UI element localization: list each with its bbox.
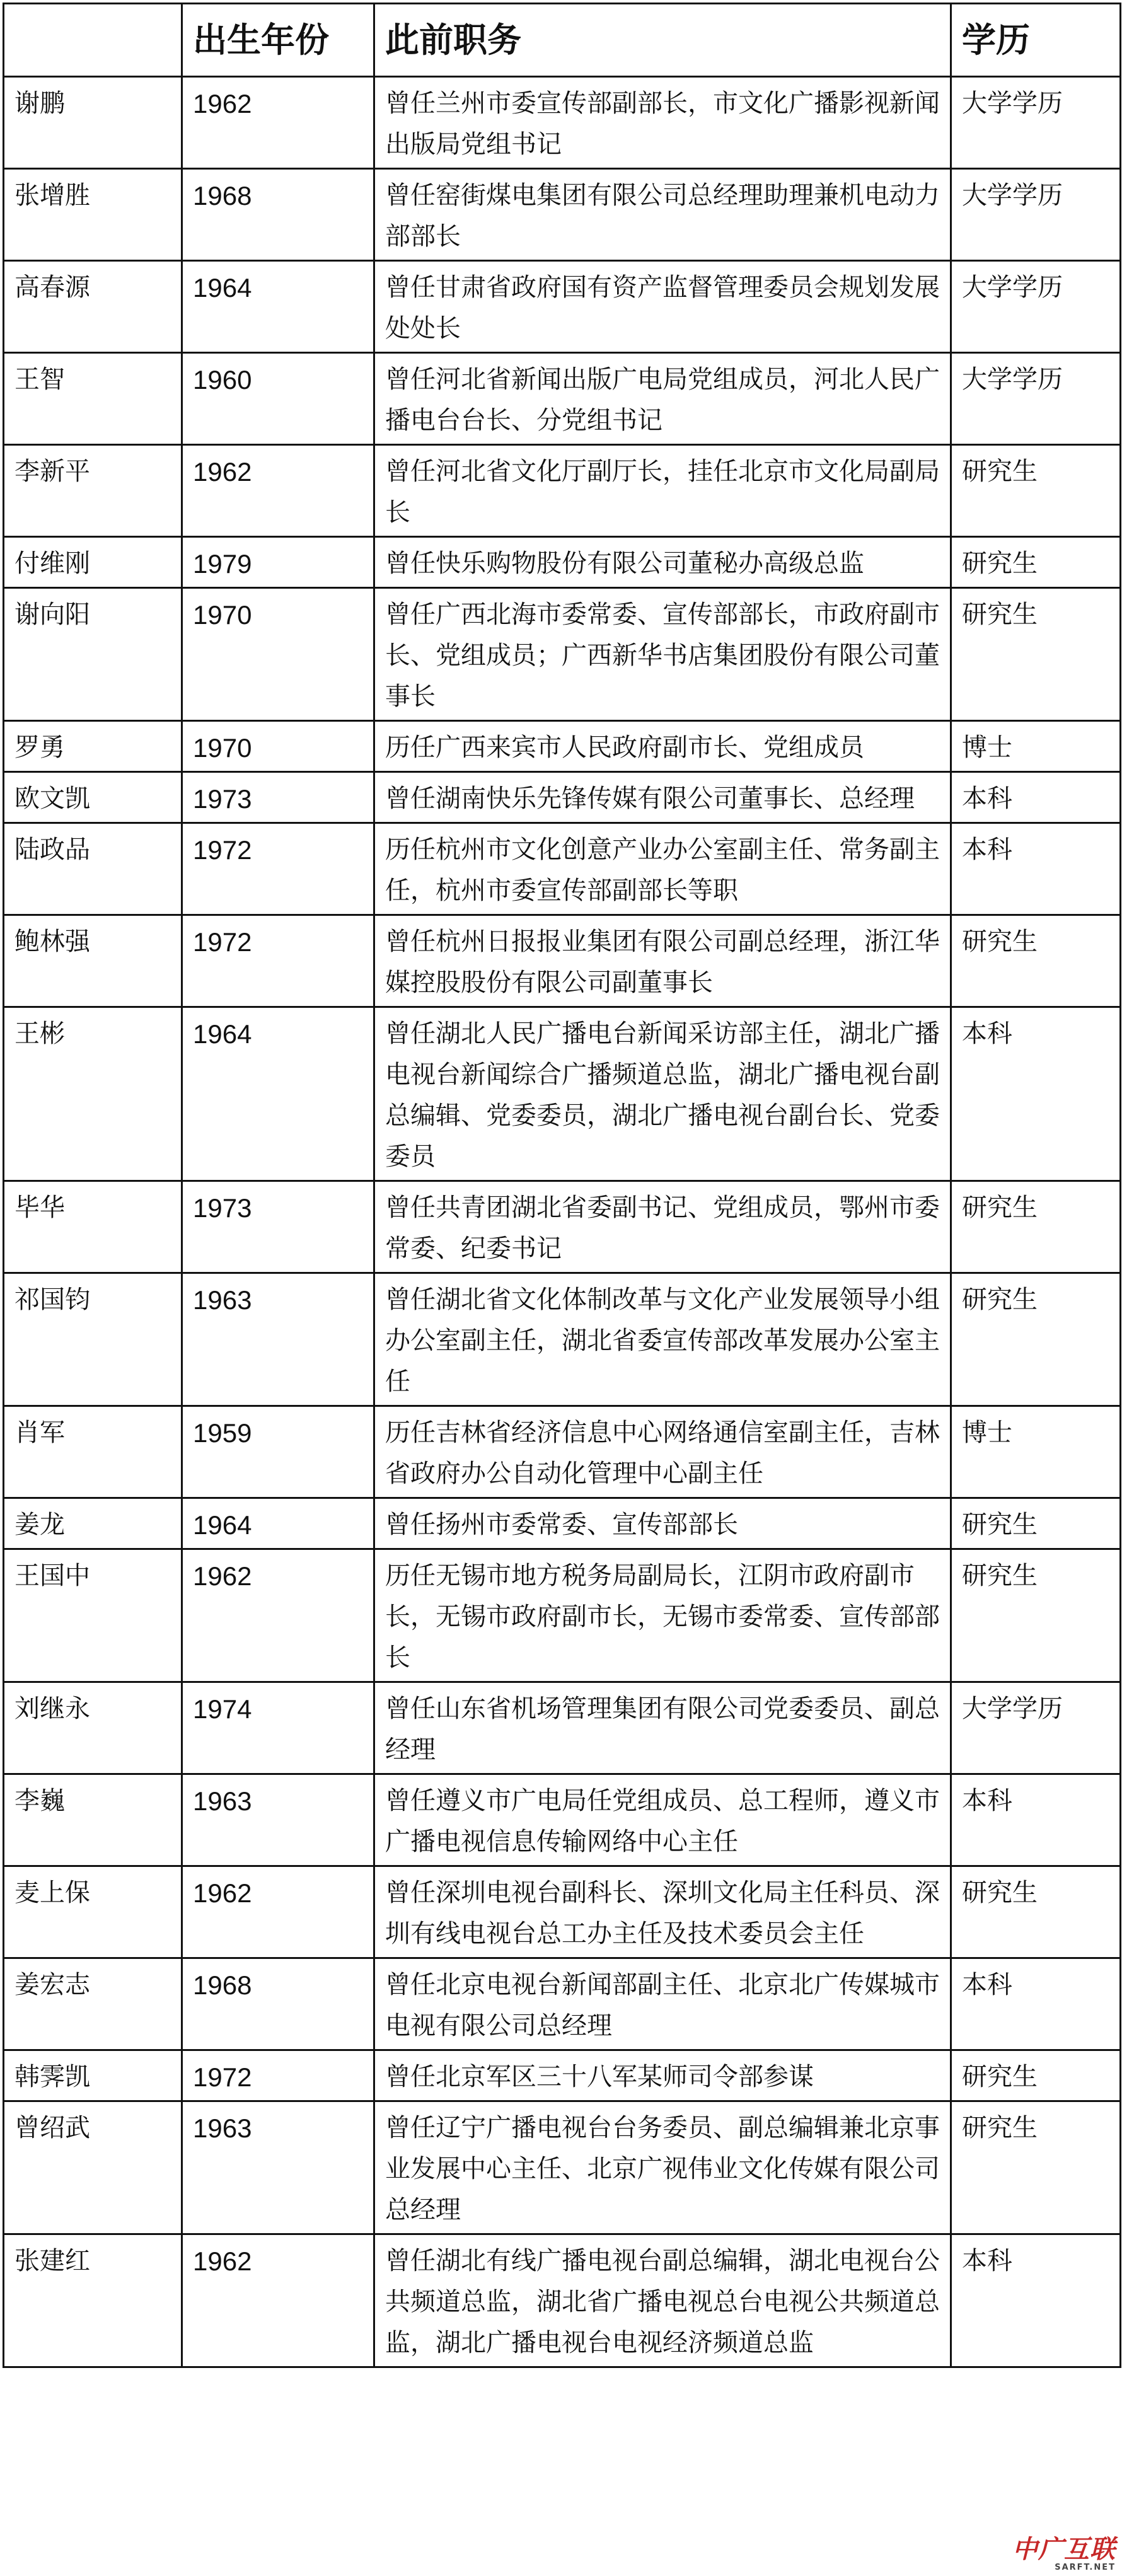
previous-post-cell: 历任杭州市文化创意产业办公室副主任、常务副主任，杭州市委宣传部副部长等职 (374, 823, 951, 915)
table-row (4, 261, 1121, 353)
name-cell: 麦上保 (4, 1866, 182, 1958)
education-cell: 研究生 (951, 1181, 1121, 1273)
name-cell: 肖军 (4, 1406, 182, 1498)
education-cell: 大学学历 (951, 77, 1121, 169)
name-cell: 李巍 (4, 1774, 182, 1866)
previous-post-cell: 历任广西来宾市人民政府副市长、党组成员 (374, 721, 951, 772)
birth-year-cell: 1964 (182, 1498, 374, 1549)
birth-year-cell: 1962 (182, 2234, 374, 2367)
table-row (4, 1774, 1121, 1866)
previous-post-cell: 曾任窑街煤电集团有限公司总经理助理兼机电动力部部长 (374, 169, 951, 261)
name-cell: 谢向阳 (4, 588, 182, 721)
education-cell: 本科 (951, 823, 1121, 915)
name-cell: 毕华 (4, 1181, 182, 1273)
table-row (4, 1273, 1121, 1406)
education-cell: 研究生 (951, 537, 1121, 588)
previous-post-cell: 曾任共青团湖北省委副书记、党组成员，鄂州市委常委、纪委书记 (374, 1181, 951, 1273)
previous-post-cell: 曾任兰州市委宣传部副部长，市文化广播影视新闻出版局党组书记 (374, 77, 951, 169)
birth-year-cell: 1973 (182, 772, 374, 823)
education-cell: 研究生 (951, 1549, 1121, 1682)
previous-post-cell: 曾任北京电视台新闻部副主任、北京北广传媒城市电视有限公司总经理 (374, 1958, 951, 2050)
birth-year-cell: 1974 (182, 1682, 374, 1774)
table-row (4, 1406, 1121, 1498)
education-cell: 研究生 (951, 2101, 1121, 2234)
table-row (4, 1007, 1121, 1181)
education-cell: 大学学历 (951, 353, 1121, 445)
birth-year-cell: 1964 (182, 1007, 374, 1181)
previous-post-cell: 曾任广西北海市委常委、宣传部部长，市政府副市长、党组成员；广西新华书店集团股份有限公司董事长 (374, 588, 951, 721)
education-cell: 本科 (951, 772, 1121, 823)
birth-year-cell: 1970 (182, 588, 374, 721)
education-cell: 研究生 (951, 1866, 1121, 1958)
table-row (4, 2101, 1121, 2234)
name-cell: 陆政品 (4, 823, 182, 915)
name-cell: 王彬 (4, 1007, 182, 1181)
table-row (4, 353, 1121, 445)
education-cell: 本科 (951, 1007, 1121, 1181)
name-cell: 王智 (4, 353, 182, 445)
previous-post-cell: 历任无锡市地方税务局副局长，江阴市政府副市长，无锡市政府副市长，无锡市委常委、宣传部部长 (374, 1549, 951, 1682)
previous-post-cell: 曾任甘肃省政府国有资产监督管理委员会规划发展处处长 (374, 261, 951, 353)
name-cell: 欧文凯 (4, 772, 182, 823)
name-cell: 鲍林强 (4, 915, 182, 1007)
table-row (4, 1682, 1121, 1774)
birth-year-cell: 1962 (182, 1549, 374, 1682)
education-cell: 研究生 (951, 1498, 1121, 1549)
birth-year-cell: 1973 (182, 1181, 374, 1273)
education-cell: 大学学历 (951, 1682, 1121, 1774)
name-cell: 李新平 (4, 445, 182, 537)
birth-year-cell: 1970 (182, 721, 374, 772)
previous-post-cell: 曾任河北省新闻出版广电局党组成员，河北人民广播电台台长、分党组书记 (374, 353, 951, 445)
education-cell: 本科 (951, 1774, 1121, 1866)
table-row (4, 537, 1121, 588)
watermark-logo (1012, 2536, 1116, 2572)
table-row (4, 169, 1121, 261)
officials-table (3, 3, 1121, 2368)
previous-post-cell: 曾任深圳电视台副科长、深圳文化局主任科员、深圳有线电视台总工办主任及技术委员会主任 (374, 1866, 951, 1958)
education-cell: 本科 (951, 2234, 1121, 2367)
birth-year-cell: 1979 (182, 537, 374, 588)
header-row (4, 4, 1121, 77)
table-body (4, 77, 1121, 2367)
table-row (4, 2050, 1121, 2101)
table-row (4, 2234, 1121, 2367)
previous-post-cell: 曾任辽宁广播电视台台务委员、副总编辑兼北京事业发展中心主任、北京广视伟业文化传媒有限公司总经理 (374, 2101, 951, 2234)
table-row (4, 1958, 1121, 2050)
birth-year-cell: 1972 (182, 2050, 374, 2101)
previous-post-cell: 曾任遵义市广电局任党组成员、总工程师，遵义市广播电视信息传输网络中心主任 (374, 1774, 951, 1866)
table-row (4, 1866, 1121, 1958)
table-row (4, 772, 1121, 823)
previous-post-cell: 曾任快乐购物股份有限公司董秘办高级总监 (374, 537, 951, 588)
name-cell: 姜龙 (4, 1498, 182, 1549)
name-cell: 韩霁凯 (4, 2050, 182, 2101)
name-cell: 姜宏志 (4, 1958, 182, 2050)
table-row (4, 823, 1121, 915)
name-cell: 罗勇 (4, 721, 182, 772)
birth-year-cell: 1959 (182, 1406, 374, 1498)
birth-year-cell: 1972 (182, 915, 374, 1007)
header-name (4, 4, 182, 77)
birth-year-cell: 1962 (182, 1866, 374, 1958)
header-education: 学历 (951, 4, 1121, 77)
previous-post-cell: 历任吉林省经济信息中心网络通信室副主任，吉林省政府办公自动化管理中心副主任 (374, 1406, 951, 1498)
name-cell: 张建红 (4, 2234, 182, 2367)
table-row (4, 445, 1121, 537)
birth-year-cell: 1968 (182, 169, 374, 261)
table-row (4, 1498, 1121, 1549)
name-cell: 高春源 (4, 261, 182, 353)
table-row (4, 588, 1121, 721)
education-cell: 研究生 (951, 915, 1121, 1007)
name-cell: 祁国钧 (4, 1273, 182, 1406)
previous-post-cell: 曾任湖北省文化体制改革与文化产业发展领导小组办公室副主任，湖北省委宣传部改革发展办公室主任 (374, 1273, 951, 1406)
education-cell: 研究生 (951, 445, 1121, 537)
name-cell: 谢鹏 (4, 77, 182, 169)
table-row (4, 1181, 1121, 1273)
watermark-subtext: SARFT.NET (1055, 2563, 1116, 2572)
name-cell: 王国中 (4, 1549, 182, 1682)
table-row (4, 915, 1121, 1007)
table-row (4, 77, 1121, 169)
name-cell: 曾绍武 (4, 2101, 182, 2234)
education-cell: 大学学历 (951, 261, 1121, 353)
previous-post-cell: 曾任山东省机场管理集团有限公司党委委员、副总经理 (374, 1682, 951, 1774)
birth-year-cell: 1963 (182, 1273, 374, 1406)
name-cell: 张增胜 (4, 169, 182, 261)
birth-year-cell: 1963 (182, 2101, 374, 2234)
previous-post-cell: 曾任河北省文化厅副厅长，挂任北京市文化局副局长 (374, 445, 951, 537)
name-cell: 付维刚 (4, 537, 182, 588)
previous-post-cell: 曾任扬州市委常委、宣传部部长 (374, 1498, 951, 1549)
education-cell: 研究生 (951, 588, 1121, 721)
previous-post-cell: 曾任湖北人民广播电台新闻采访部主任，湖北广播电视台新闻综合广播频道总监，湖北广播电视台副总编辑、党委委员，湖北广播电视台副台长、党委委员 (374, 1007, 951, 1181)
education-cell: 研究生 (951, 2050, 1121, 2101)
header-previous-post: 此前职务 (374, 4, 951, 77)
name-cell: 刘继永 (4, 1682, 182, 1774)
previous-post-cell: 曾任湖北有线广播电视台副总编辑，湖北电视台公共频道总监，湖北省广播电视总台电视公共频道总监，湖北广播电视台电视经济频道总监 (374, 2234, 951, 2367)
birth-year-cell: 1972 (182, 823, 374, 915)
watermark-text: 中广互联 (1012, 2535, 1116, 2564)
education-cell: 博士 (951, 1406, 1121, 1498)
table-row (4, 1549, 1121, 1682)
header-birth-year: 出生年份 (182, 4, 374, 77)
education-cell: 研究生 (951, 1273, 1121, 1406)
previous-post-cell: 曾任杭州日报报业集团有限公司副总经理，浙江华媒控股股份有限公司副董事长 (374, 915, 951, 1007)
birth-year-cell: 1964 (182, 261, 374, 353)
education-cell: 大学学历 (951, 169, 1121, 261)
education-cell: 本科 (951, 1958, 1121, 2050)
birth-year-cell: 1962 (182, 77, 374, 169)
education-cell: 博士 (951, 721, 1121, 772)
birth-year-cell: 1962 (182, 445, 374, 537)
birth-year-cell: 1963 (182, 1774, 374, 1866)
previous-post-cell: 曾任湖南快乐先锋传媒有限公司董事长、总经理 (374, 772, 951, 823)
birth-year-cell: 1960 (182, 353, 374, 445)
table-row (4, 721, 1121, 772)
previous-post-cell: 曾任北京军区三十八军某师司令部参谋 (374, 2050, 951, 2101)
birth-year-cell: 1968 (182, 1958, 374, 2050)
